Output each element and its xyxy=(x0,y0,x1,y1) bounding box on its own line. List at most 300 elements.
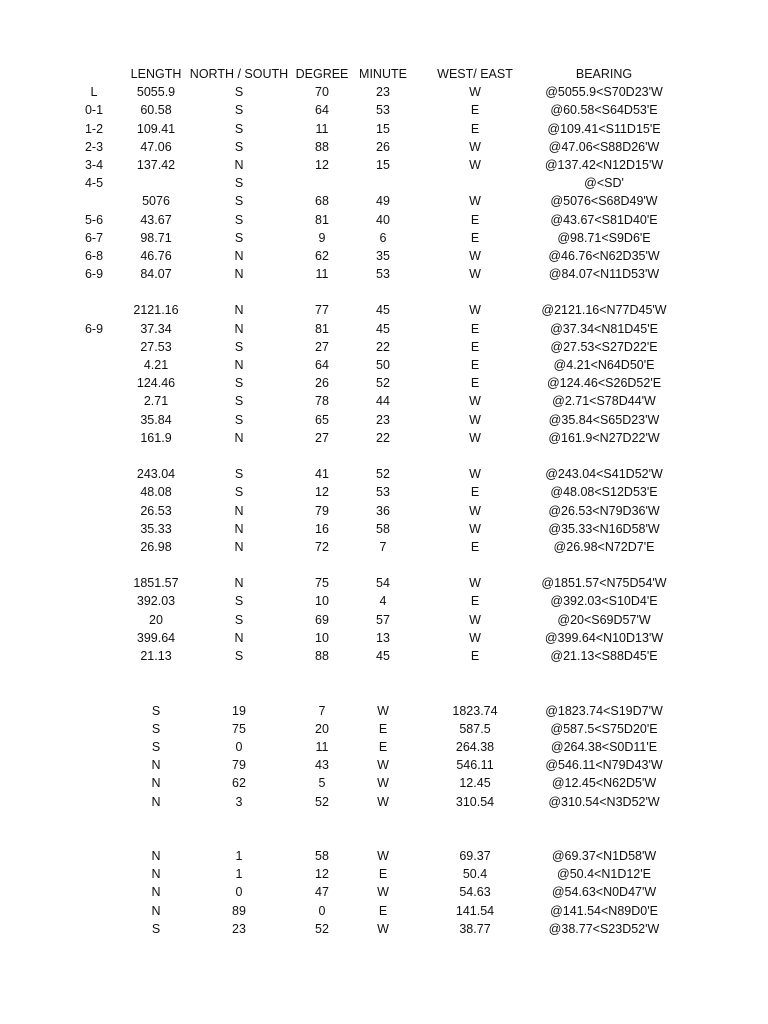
length-cell: 35.33 xyxy=(140,521,172,536)
table-row xyxy=(0,829,768,847)
table-row xyxy=(0,774,768,792)
length-cell: 137.42 xyxy=(136,157,176,172)
bearing-cell: @47.06<S88D26'W xyxy=(548,139,660,154)
north-south-cell: N xyxy=(234,576,244,591)
station-cell: 6-9 xyxy=(84,267,104,282)
table-row xyxy=(0,83,768,101)
length-cell: 20 xyxy=(149,612,163,627)
degree-cell: 72 xyxy=(315,539,329,554)
minute-cell: 52 xyxy=(376,467,390,482)
degree-cell: 70 xyxy=(315,85,329,100)
bearing-cell: @60.58<S64D53'E xyxy=(550,103,658,118)
minute-cell: W xyxy=(377,776,389,791)
degree-cell: 12 xyxy=(315,485,329,500)
length-cell: N xyxy=(151,885,161,900)
station-cell: 6-8 xyxy=(84,248,104,263)
table-row xyxy=(0,520,768,538)
degree-cell: 65 xyxy=(315,412,329,427)
north-south-cell: N xyxy=(234,157,244,172)
north-south-cell: S xyxy=(234,212,244,227)
north-south-cell: S xyxy=(234,376,244,391)
table-row xyxy=(0,592,768,610)
length-cell: 124.46 xyxy=(136,376,176,391)
north-south-cell: 62 xyxy=(232,776,246,791)
length-cell: N xyxy=(151,794,161,809)
minute-cell: W xyxy=(377,885,389,900)
station-cell: 4-5 xyxy=(84,176,104,191)
north-south-cell: S xyxy=(234,339,244,354)
minute-cell: 6 xyxy=(379,230,387,245)
table-row xyxy=(0,283,768,301)
minute-cell: MINUTE xyxy=(359,67,407,81)
north-south-cell: N xyxy=(234,539,244,554)
west-east-cell: E xyxy=(470,339,480,354)
length-cell: 37.34 xyxy=(140,321,172,336)
length-cell: 5055.9 xyxy=(136,85,176,100)
west-east-cell: 546.11 xyxy=(456,758,494,773)
length-cell: N xyxy=(151,867,161,882)
north-south-cell: S xyxy=(234,176,244,191)
minute-cell: 23 xyxy=(376,412,390,427)
north-south-cell: S xyxy=(234,121,244,136)
bearing-cell: @161.9<N27D22'W xyxy=(548,430,660,445)
north-south-cell: S xyxy=(234,649,244,663)
north-south-cell: NORTH / SOUTH xyxy=(189,67,289,81)
length-cell: 26.98 xyxy=(140,539,172,554)
minute-cell: 7 xyxy=(379,539,387,554)
bearing-cell: @26.98<N72D7'E xyxy=(553,539,655,554)
west-east-cell: E xyxy=(470,539,480,554)
west-east-cell: E xyxy=(470,376,480,391)
table-row xyxy=(0,447,768,465)
minute-cell: E xyxy=(378,867,388,882)
north-south-cell: 0 xyxy=(235,739,243,754)
minute-cell: 36 xyxy=(376,503,390,518)
degree-cell: 12 xyxy=(315,157,329,172)
bearing-cell: @21.13<S88D45'E xyxy=(550,649,658,663)
length-cell: 161.9 xyxy=(140,430,172,445)
minute-cell: 35 xyxy=(376,248,390,263)
degree-cell: 12 xyxy=(315,867,329,882)
degree-cell: 64 xyxy=(315,103,329,118)
north-south-cell: N xyxy=(234,630,244,645)
table-row xyxy=(0,411,768,429)
west-east-cell: W xyxy=(469,521,481,536)
station-cell: 5-6 xyxy=(84,212,104,227)
degree-cell: 26 xyxy=(315,376,329,391)
bearing-cell: @109.41<S11D15'E xyxy=(547,121,661,136)
minute-cell: 15 xyxy=(376,121,390,136)
degree-cell: 11 xyxy=(315,739,329,754)
table-row xyxy=(0,683,768,701)
west-east-cell: 50.4 xyxy=(462,867,488,882)
bearing-cell: @4.21<N64D50'E xyxy=(553,358,655,372)
length-cell: 27.53 xyxy=(140,339,172,354)
west-east-cell: E xyxy=(470,594,480,609)
table-row xyxy=(0,374,768,392)
length-cell: 21.13 xyxy=(140,649,172,663)
degree-cell: 20 xyxy=(315,721,329,736)
north-south-cell: 89 xyxy=(232,903,246,918)
north-south-cell: N xyxy=(234,248,244,263)
degree-cell: 11 xyxy=(315,121,329,136)
bearing-cell: @54.63<N0D47'W xyxy=(551,885,657,900)
minute-cell: 45 xyxy=(376,649,390,663)
table-row xyxy=(0,338,768,356)
north-south-cell: N xyxy=(234,503,244,518)
length-cell: 60.58 xyxy=(140,103,172,118)
minute-cell: W xyxy=(377,849,389,864)
length-cell: N xyxy=(151,758,161,773)
length-cell: N xyxy=(151,903,161,918)
length-cell: 1851.57 xyxy=(133,576,179,591)
north-south-cell: N xyxy=(234,267,244,282)
bearing-cell: @2.71<S78D44'W xyxy=(552,394,656,409)
table-row xyxy=(0,138,768,156)
bearing-cell: @<SD' xyxy=(584,176,624,191)
minute-cell: 15 xyxy=(376,157,390,172)
table-row xyxy=(0,793,768,811)
table-row xyxy=(0,647,768,665)
north-south-cell: 1 xyxy=(235,849,243,864)
bearing-cell: @1823.74<S19D7'W xyxy=(545,703,663,718)
north-south-cell: S xyxy=(234,594,244,609)
table-row xyxy=(0,629,768,647)
table-row xyxy=(0,211,768,229)
west-east-cell: W xyxy=(469,630,481,645)
bearing-cell: @27.53<S27D22'E xyxy=(550,339,658,354)
station-cell: 2-3 xyxy=(84,139,104,154)
minute-cell: 23 xyxy=(376,85,390,100)
length-cell: N xyxy=(151,776,161,791)
north-south-cell: N xyxy=(234,303,244,318)
length-cell: 26.53 xyxy=(140,503,172,518)
west-east-cell: W xyxy=(469,248,481,263)
station-cell: 6-7 xyxy=(84,230,104,245)
minute-cell: 22 xyxy=(376,430,390,445)
minute-cell: 53 xyxy=(376,267,390,282)
minute-cell: 50 xyxy=(376,358,390,372)
degree-cell: 81 xyxy=(315,212,329,227)
station-cell: 0-1 xyxy=(84,103,104,118)
north-south-cell: N xyxy=(234,521,244,536)
north-south-cell: 79 xyxy=(232,758,246,773)
bearing-cell: @243.04<S41D52'W xyxy=(545,467,663,482)
degree-cell: 81 xyxy=(315,321,329,336)
west-east-cell: W xyxy=(469,467,481,482)
west-east-cell: 310.54 xyxy=(455,794,495,809)
table-row xyxy=(0,465,768,483)
bearing-cell: @399.64<N10D13'W xyxy=(544,630,664,645)
west-east-cell: E xyxy=(470,212,480,227)
length-cell: 46.76 xyxy=(140,248,172,263)
west-east-cell: W xyxy=(469,139,481,154)
length-cell: 392.03 xyxy=(136,594,176,609)
degree-cell: 88 xyxy=(315,649,329,663)
minute-cell: 49 xyxy=(376,194,390,209)
bearing-cell: @48.08<S12D53'E xyxy=(550,485,658,500)
north-south-cell: 75 xyxy=(232,721,246,736)
length-cell: S xyxy=(151,739,161,754)
minute-cell: 54 xyxy=(376,576,390,591)
table-row xyxy=(0,320,768,338)
degree-cell: 58 xyxy=(315,849,329,864)
minute-cell: 53 xyxy=(376,103,390,118)
table-row xyxy=(0,156,768,174)
degree-cell: DEGREE xyxy=(295,67,349,81)
bearing-cell: @310.54<N3D52'W xyxy=(548,794,660,809)
west-east-cell: 587.5 xyxy=(459,721,491,736)
table-row xyxy=(0,756,768,774)
north-south-cell: N xyxy=(234,430,244,445)
minute-cell: 45 xyxy=(376,321,390,336)
length-cell: LENGTH xyxy=(130,67,182,81)
north-south-cell: S xyxy=(234,612,244,627)
bearing-cell: @69.37<N1D58'W xyxy=(551,849,657,864)
west-east-cell: W xyxy=(469,412,481,427)
north-south-cell: 23 xyxy=(232,921,246,936)
minute-cell: E xyxy=(378,721,388,736)
bearing-cell: @35.33<N16D58'W xyxy=(548,521,660,536)
table-row xyxy=(0,192,768,210)
bearing-cell: BEARING xyxy=(575,67,633,81)
west-east-cell: E xyxy=(470,649,480,663)
bearing-cell: @26.53<N79D36'W xyxy=(548,503,660,518)
west-east-cell: W xyxy=(469,267,481,282)
west-east-cell: W xyxy=(469,430,481,445)
west-east-cell: E xyxy=(470,103,480,118)
west-east-cell: W xyxy=(469,157,481,172)
minute-cell: W xyxy=(377,703,389,718)
west-east-cell: 1823.74 xyxy=(452,703,498,718)
minute-cell: 57 xyxy=(376,612,390,627)
survey-bearing-table xyxy=(0,65,768,938)
minute-cell: 4 xyxy=(379,594,387,609)
table-row xyxy=(0,101,768,119)
bearing-cell: @38.77<S23D52'W xyxy=(548,921,660,936)
north-south-cell: 19 xyxy=(232,703,246,718)
north-south-cell: 3 xyxy=(235,794,243,809)
west-east-cell: 141.54 xyxy=(455,903,495,918)
degree-cell: 27 xyxy=(315,339,329,354)
bearing-cell: @84.07<N11D53'W xyxy=(548,267,660,282)
north-south-cell: S xyxy=(234,103,244,118)
table-row xyxy=(0,538,768,556)
west-east-cell: W xyxy=(469,194,481,209)
north-south-cell: S xyxy=(234,485,244,500)
degree-cell: 5 xyxy=(318,776,326,791)
bearing-cell: @137.42<N12D15'W xyxy=(544,157,664,172)
minute-cell: 44 xyxy=(376,394,390,409)
table-row xyxy=(0,265,768,283)
bearing-cell: @1851.57<N75D54'W xyxy=(541,576,667,591)
table-row xyxy=(0,665,768,683)
length-cell: 5076 xyxy=(142,194,170,209)
table-row xyxy=(0,174,768,192)
degree-cell: 52 xyxy=(315,794,329,809)
west-east-cell: WEST/ EAST xyxy=(437,67,513,81)
minute-cell: E xyxy=(378,739,388,754)
bearing-cell: @43.67<S81D40'E xyxy=(550,212,658,227)
north-south-cell: S xyxy=(234,194,244,209)
table-row xyxy=(0,865,768,883)
length-cell: 109.41 xyxy=(136,121,176,136)
table-row xyxy=(0,574,768,592)
west-east-cell: E xyxy=(470,321,480,336)
degree-cell: 9 xyxy=(318,230,326,245)
north-south-cell: S xyxy=(234,230,244,245)
degree-cell: 69 xyxy=(315,612,329,627)
west-east-cell: E xyxy=(470,230,480,245)
degree-cell: 78 xyxy=(315,394,329,409)
length-cell: 48.08 xyxy=(140,485,172,500)
length-cell: 399.64 xyxy=(136,630,176,645)
length-cell: N xyxy=(151,849,161,864)
degree-cell: 27 xyxy=(315,430,329,445)
degree-cell: 47 xyxy=(315,885,329,900)
length-cell: 2.71 xyxy=(143,394,169,409)
bearing-cell: @98.71<S9D6'E xyxy=(557,230,651,245)
header-row xyxy=(0,65,768,83)
north-south-cell: S xyxy=(234,412,244,427)
length-cell: 98.71 xyxy=(140,230,172,245)
north-south-cell: S xyxy=(234,85,244,100)
west-east-cell: 38.77 xyxy=(459,921,491,936)
bearing-cell: @35.84<S65D23'W xyxy=(548,412,660,427)
west-east-cell: W xyxy=(469,503,481,518)
station-cell: 3-4 xyxy=(84,157,104,172)
length-cell: 84.07 xyxy=(140,267,172,282)
length-cell: 243.04 xyxy=(136,467,176,482)
bearing-cell: @20<S69D57'W xyxy=(557,612,651,627)
table-row xyxy=(0,247,768,265)
north-south-cell: N xyxy=(234,321,244,336)
degree-cell: 88 xyxy=(315,139,329,154)
bearing-cell: @50.4<N1D12'E xyxy=(557,867,651,882)
west-east-cell: 69.37 xyxy=(459,849,491,864)
table-row xyxy=(0,392,768,410)
table-row xyxy=(0,811,768,829)
west-east-cell: 12.45 xyxy=(459,776,491,791)
minute-cell: E xyxy=(378,903,388,918)
degree-cell: 41 xyxy=(315,467,329,482)
west-east-cell: W xyxy=(469,612,481,627)
west-east-cell: E xyxy=(470,121,480,136)
bearing-cell: @124.46<S26D52'E xyxy=(546,376,662,391)
table-row xyxy=(0,556,768,574)
minute-cell: 22 xyxy=(376,339,390,354)
bearing-cell: @5076<S68D49'W xyxy=(550,194,658,209)
table-row xyxy=(0,738,768,756)
west-east-cell: E xyxy=(470,358,480,372)
length-cell: 4.21 xyxy=(143,358,169,372)
degree-cell: 16 xyxy=(315,521,329,536)
degree-cell: 64 xyxy=(315,358,329,372)
west-east-cell: 264.38 xyxy=(455,739,495,754)
degree-cell: 68 xyxy=(315,194,329,209)
table-row xyxy=(0,847,768,865)
station-cell: 1-2 xyxy=(84,121,104,136)
table-row xyxy=(0,702,768,720)
minute-cell: 13 xyxy=(376,630,390,645)
length-cell: 47.06 xyxy=(140,139,172,154)
table-row xyxy=(0,229,768,247)
length-cell: S xyxy=(151,721,161,736)
bearing-cell: @141.54<N89D0'E xyxy=(550,903,658,918)
bearing-cell: @587.5<S75D20'E xyxy=(550,721,658,736)
minute-cell: W xyxy=(377,794,389,809)
degree-cell: 11 xyxy=(315,267,329,282)
degree-cell: 10 xyxy=(315,594,329,609)
degree-cell: 79 xyxy=(315,503,329,518)
degree-cell: 75 xyxy=(315,576,329,591)
bearing-cell: @12.45<N62D5'W xyxy=(551,776,657,791)
degree-cell: 7 xyxy=(318,703,326,718)
north-south-cell: S xyxy=(234,394,244,409)
west-east-cell: 54.63 xyxy=(459,885,491,900)
table-row xyxy=(0,120,768,138)
minute-cell: 40 xyxy=(376,212,390,227)
table-row xyxy=(0,920,768,938)
table-row xyxy=(0,720,768,738)
bearing-cell: @546.11<N79D43'W xyxy=(545,758,663,773)
degree-cell: 43 xyxy=(315,758,329,773)
degree-cell: 62 xyxy=(315,248,329,263)
table-row xyxy=(0,883,768,901)
minute-cell: 26 xyxy=(376,139,390,154)
station-cell: L xyxy=(90,85,98,100)
minute-cell: 52 xyxy=(376,376,390,391)
length-cell: 35.84 xyxy=(140,412,172,427)
table-row xyxy=(0,502,768,520)
station-cell: 6-9 xyxy=(84,321,104,336)
length-cell: S xyxy=(151,921,161,936)
minute-cell: 58 xyxy=(376,521,390,536)
bearing-cell: @37.34<N81D45'E xyxy=(550,321,658,336)
north-south-cell: S xyxy=(234,139,244,154)
bearing-cell: @5055.9<S70D23'W xyxy=(545,85,663,100)
bearing-cell: @46.76<N62D35'W xyxy=(548,248,660,263)
north-south-cell: N xyxy=(234,358,244,372)
north-south-cell: S xyxy=(234,467,244,482)
minute-cell: 53 xyxy=(376,485,390,500)
minute-cell: 45 xyxy=(376,303,390,318)
table-row xyxy=(0,902,768,920)
north-south-cell: 0 xyxy=(235,885,243,900)
table-row xyxy=(0,611,768,629)
west-east-cell: E xyxy=(470,485,480,500)
degree-cell: 10 xyxy=(315,630,329,645)
west-east-cell: W xyxy=(469,394,481,409)
west-east-cell: W xyxy=(469,576,481,591)
degree-cell: 0 xyxy=(318,903,326,918)
table-row xyxy=(0,356,768,374)
minute-cell: W xyxy=(377,758,389,773)
west-east-cell: W xyxy=(469,303,481,318)
length-cell: S xyxy=(151,703,161,718)
table-row xyxy=(0,429,768,447)
degree-cell: 52 xyxy=(315,921,329,936)
west-east-cell: W xyxy=(469,85,481,100)
bearing-cell: @264.38<S0D11'E xyxy=(550,739,658,754)
table-row xyxy=(0,483,768,501)
length-cell: 2121.16 xyxy=(133,303,179,318)
degree-cell: 77 xyxy=(315,303,329,318)
north-south-cell: 1 xyxy=(235,867,243,882)
minute-cell: W xyxy=(377,921,389,936)
table-row xyxy=(0,301,768,319)
bearing-cell: @2121.16<N77D45'W xyxy=(541,303,667,318)
